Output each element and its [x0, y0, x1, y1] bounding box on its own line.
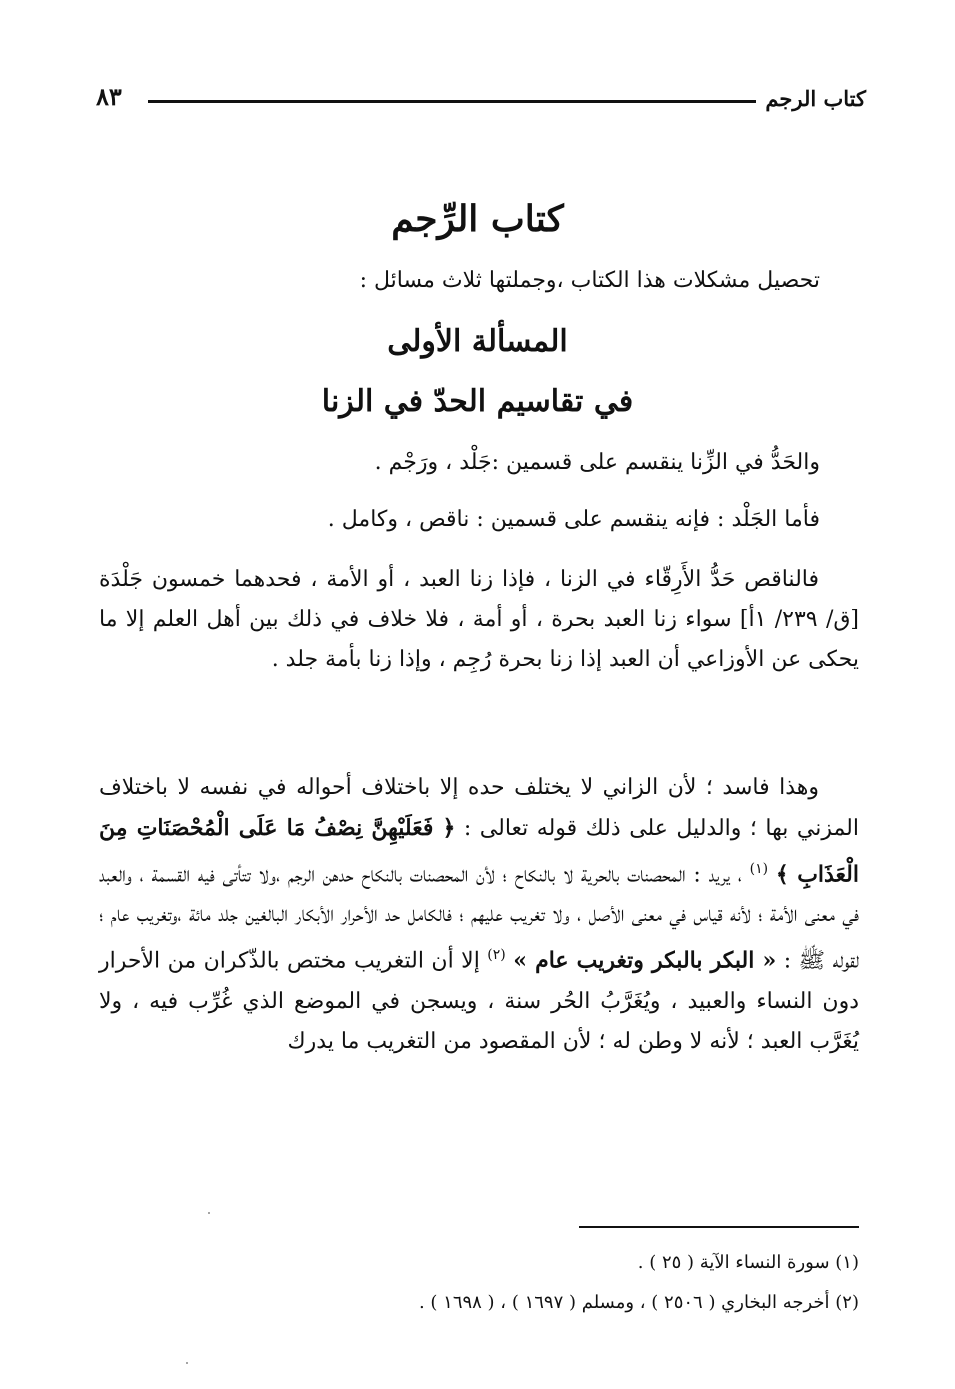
issue-heading: المسألة الأولى	[387, 324, 568, 359]
paragraph-deficient	[99, 560, 859, 680]
page-header	[96, 78, 866, 118]
header-rule	[148, 100, 756, 103]
footnote-1: (١) سورة النساء الآية ( ٢٥ ) .	[637, 1252, 859, 1273]
footnote-ref-1: (١)	[749, 861, 769, 877]
book-title: كتاب الرِّجم	[391, 198, 564, 240]
issue-subheading: في تقاسيم الحدّ في الزنا	[321, 384, 634, 419]
refutation-text-c: إلا أن التغريب مختص بالذّكران من الأحرار دون النساء والعبيد ، ويُغَرَّبُ الحُر سنة ، ويسجن في الموضع الذي غُرِّب فيه ، ولا يُغَرَّب العبد ؛ لأنه لا وطن له ؛ لأن المقصود من التغريب ما يدرك	[99, 948, 859, 1054]
intro-line: تحصيل مشكلات هذا الكتاب ،وجملتها ثلاث مسائل :	[359, 268, 820, 293]
quran-verse: ﴿ فَعَلَيْهِنَّ نِصْفُ مَا عَلَى الْمُحْصَنَاتِ مِنَ الْعَذَابِ ﴾	[99, 815, 859, 888]
footnote-2: (٢) أخرجه البخاري ( ٢٥٠٦ ) ، ومسلم ( ١٦٩٧ ) ، ( ١٦٩٨ ) .	[418, 1292, 859, 1313]
paragraph-deficient-text: فالناقص حَدُّ الأَرِقّاء في الزنا ، فإذا زنا العبد ، أو الأمة ، فحدهما خمسون جَلْدَة [ق/ ٢٣٩/ ١أ] سواء زنا العبد بحرة ، أو أمة ، فلا خلاف في ذلك بين أهل العلم إلا ما يحكى عن الأوزاعي أن العبد إذا زنا بحرة رُجِم ، وإذا زنا بأمة جلد .	[99, 567, 860, 672]
footnote-ref-2: (٢)	[487, 947, 506, 964]
page-number: ٨٣	[96, 82, 122, 111]
refutation-text-b: ، يريد : المحصنات بالحرية لا بالنكاح ؛ لأن المحصنات بالنكاح حدهن الرجم ،ولا تتأتى فيه القسمة ، والعبد في معنى الأمة ؛ لأنه قياس في معنى الأصل ، ولا تغريب عليهم ؛ فالكامل حد الأحرار الأبكار البالغين جلد مائة ،وتغريب عام ؛ لقوله ﷺ :	[99, 862, 859, 974]
paragraph-refutation-text	[99, 768, 859, 1062]
hadith-quote: « البكر بالبكر وتغريب عام »	[513, 947, 777, 974]
paragraph-flogging: فأما الجَلْد : فإنه ينقسم على قسمين : ناقص ، وكامل .	[327, 507, 820, 532]
speck-mark	[186, 1362, 188, 1364]
footnote-separator	[579, 1226, 859, 1228]
refutation-text-a: وهذا فاسد ؛ لأن الزاني لا يختلف حده إلا باختلاف أحواله في نفسه لا باختلاف المزني بها ؛ والدليل على ذلك قوله تعالى :	[99, 775, 859, 841]
paragraph-refutation	[99, 768, 859, 1062]
speck-mark	[208, 1212, 210, 1214]
paragraph-division: والحَدُّ في الزِّنا ينقسم على قسمين :جَلْد ، ورَجْم .	[374, 450, 820, 475]
running-title: كتاب الرجم	[765, 86, 866, 111]
